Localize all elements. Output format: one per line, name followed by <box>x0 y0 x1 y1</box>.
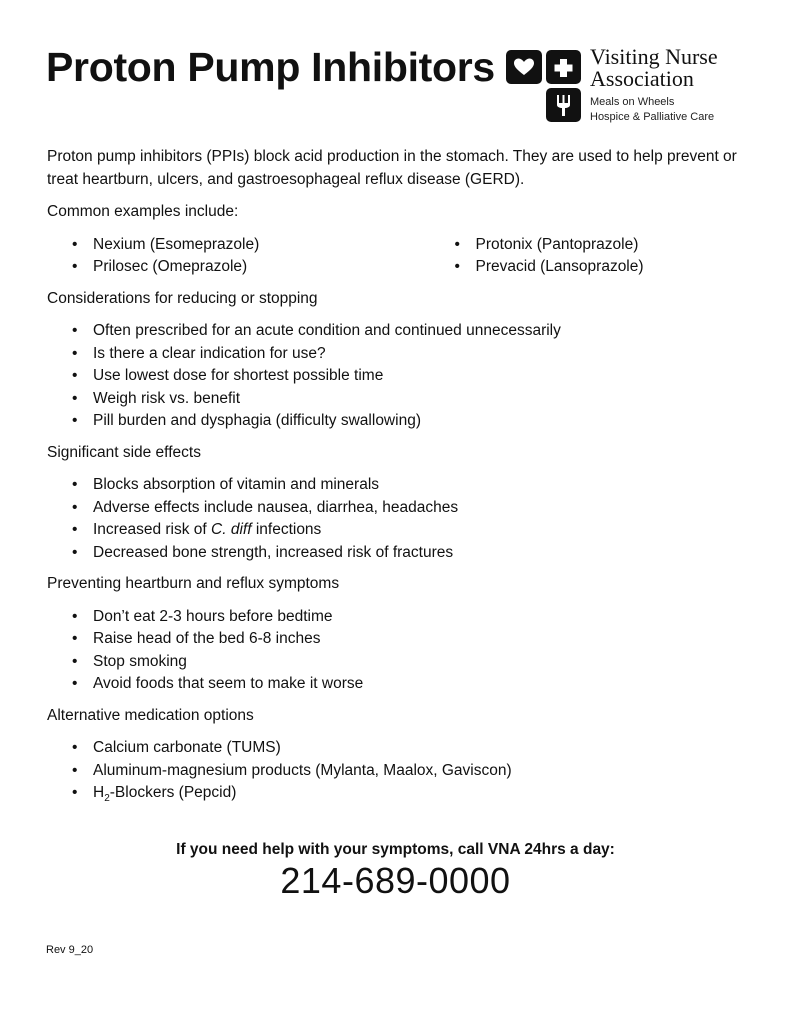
examples-heading: Common examples include: <box>47 203 239 220</box>
list-item-h2-blockers <box>93 782 747 811</box>
vna-logo <box>506 46 766 126</box>
plus-icon <box>546 50 581 84</box>
considerations-heading: Considerations for reducing or stopping <box>47 289 318 307</box>
list-item: • Raise head of the bed 6-8 inches <box>93 628 747 651</box>
list-item: • Nexium (Esomeprazole) <box>93 234 431 257</box>
logo-text <box>590 46 718 125</box>
alternatives-heading: Alternative medication options <box>47 706 254 724</box>
examples-columns <box>47 234 747 288</box>
list-item: • Avoid foods that seem to make it worse <box>93 673 747 696</box>
considerations-list <box>47 320 747 433</box>
heart-icon <box>506 50 542 84</box>
h2-prefix: H <box>93 784 105 801</box>
list-item: • Prevacid (Lansoprazole) <box>476 256 747 279</box>
list-item: • Stop smoking <box>93 651 747 674</box>
preventing-heading: Preventing heartburn and reflux symptoms <box>47 575 340 592</box>
phone-number[interactable]: 214-689-0000 <box>280 860 511 901</box>
side-effects-list <box>47 474 747 564</box>
h2-subscript: 2 <box>104 793 110 805</box>
page-title: Proton Pump Inhibitors <box>46 44 495 90</box>
list-item: • Don’t eat 2-3 hours before bedtime <box>93 606 747 629</box>
list-item: • Often prescribed for an acute condition and continued unnecessarily <box>93 320 747 343</box>
list-item: • Protonix (Pantoprazole) <box>476 234 747 257</box>
list-item: • Pill burden and dysphagia (difficulty swallowing) <box>93 410 747 433</box>
list-item: • Decreased bone strength, increased risk of fractures <box>93 542 747 565</box>
document-body <box>47 146 747 820</box>
intro-paragraph: Proton pump inhibitors (PPIs) block acid production in the stomach. They are used to help prevent or treat heartburn, ulcers, and gastroesophageal reflux disease (GERD). <box>47 148 737 188</box>
list-item: • Blocks absorption of vitamin and minerals <box>93 474 747 497</box>
side-effects-heading: Significant side effects <box>47 443 201 461</box>
preventing-list <box>47 606 747 696</box>
list-item: • Aluminum-magnesium products (Mylanta, Maalox, Gaviscon) <box>93 760 747 783</box>
alternatives-list <box>47 737 747 811</box>
cdiff-suffix: infections <box>251 521 322 538</box>
revision-label: Rev 9_20 <box>46 944 94 956</box>
logo-sub-line1: Meals on Wheels <box>590 96 675 108</box>
list-item: • Prilosec (Omeprazole) <box>93 256 431 279</box>
list-item: • Calcium carbonate (TUMS) <box>93 737 747 760</box>
logo-icon-grid <box>506 46 586 126</box>
h2-suffix: -Blockers (Pepcid) <box>109 784 237 801</box>
examples-list-left <box>47 234 431 279</box>
logo-sub-line2: Hospice & Palliative Care <box>590 111 715 123</box>
logo-name-line2: Association <box>590 66 694 91</box>
cdiff-prefix: Increased risk of <box>93 521 212 538</box>
examples-list-right <box>431 234 747 279</box>
list-item: • Adverse effects include nausea, diarrhea, headaches <box>93 497 747 520</box>
logo-name-line1: Visiting Nurse <box>590 44 718 69</box>
cdiff-italic: C. diff <box>211 521 252 538</box>
list-item: • Use lowest dose for shortest possible time <box>93 365 747 388</box>
list-item-cdiff <box>93 519 747 542</box>
list-item: • Weigh risk vs. benefit <box>93 388 747 411</box>
fork-icon <box>546 88 581 122</box>
list-item: • Is there a clear indication for use? <box>93 343 747 366</box>
help-call-to-action: If you need help with your symptoms, call VNA 24hrs a day: <box>176 841 615 858</box>
